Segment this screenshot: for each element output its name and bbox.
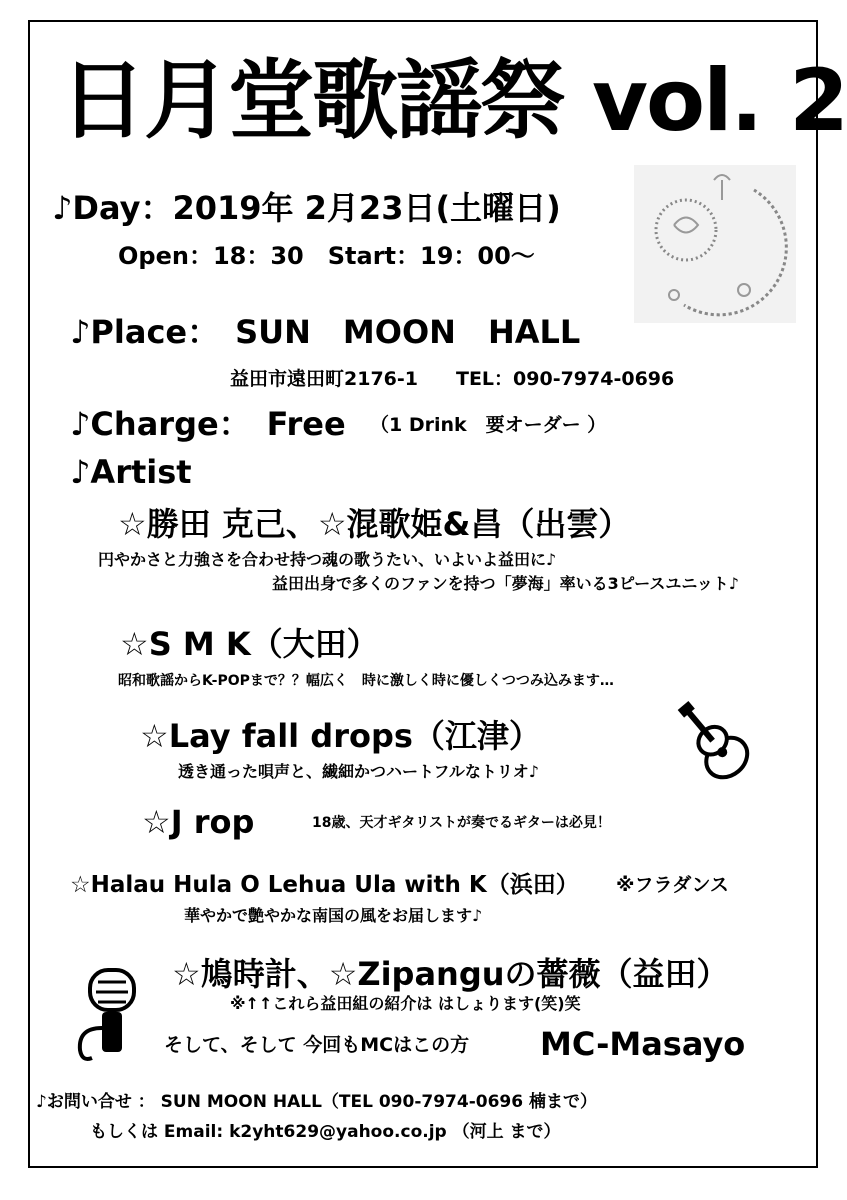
charge-label: ♪Charge： Free [70, 405, 346, 443]
poster-title: 日月堂歌謡祭 vol. 2 [60, 51, 847, 151]
artist-6-desc-1: ※↑↑これら益田組の紹介は はしょります(笑)笑 [230, 994, 581, 1013]
times-label: Open：18：30 Start：19：00〜 [118, 242, 535, 270]
guitar-icon [676, 690, 782, 790]
artist-3-desc-1: 透き通った唄声と、繊細かつハートフルなトリオ♪ [178, 762, 539, 781]
place-label: ♪Place： SUN MOON HALL [70, 313, 581, 351]
artist-1-desc-2: 益田出身で多くのファンを持つ「夢海」率いる3ピースユニット♪ [272, 574, 739, 593]
mc-intro: そして、そして 今回もMCはこの方 [164, 1034, 470, 1056]
artist-4-desc-1: 18歳、天才ギタリストが奏でるギターは必見！ [312, 815, 611, 831]
artist-2-desc-1: 昭和歌謡からK-POPまで？？幅広く 時に激しく時に優しくつつみ込みます… [118, 673, 614, 689]
place-address: 益田市遠田町2176-1 TEL：090-7974-0696 [230, 368, 675, 390]
artist-4-name: ☆J rop [142, 803, 255, 841]
artist-6-name: ☆鳩時計、☆Zipanguの薔薇（益田） [172, 955, 729, 993]
contact-line-1: ♪お問い合せ ： SUN MOON HALL（TEL 090-7974-0696 楠まで） [36, 1092, 597, 1112]
mc-name: MC-Masayo [540, 1025, 746, 1063]
sun-moon-logo [634, 165, 796, 323]
artist-5-desc-1: 華やかで艶やかな南国の風をお届します♪ [184, 906, 483, 925]
artist-heading: ♪Artist [70, 453, 192, 491]
day-label: ♪Day：2019年 2月23日(土曜日) [52, 189, 561, 227]
artist-3-name: ☆Lay fall drops（江津） [140, 717, 541, 755]
contact-line-2: もしくは Email: k2yht629@yahoo.co.jp （河上 まで） [90, 1122, 561, 1142]
artist-2-name: ☆S M K（大田） [120, 625, 379, 663]
artist-1-name: ☆勝田 克己、☆混歌姫&昌（出雲） [118, 505, 631, 543]
artist-5-tag: ※フラダンス [616, 874, 729, 896]
artist-1-desc-1: 円やかさと力強さを合わせ持つ魂の歌うたい、いよいよ益田に♪ [98, 550, 557, 569]
microphone-icon [72, 968, 152, 1064]
artist-5-name: ☆Halau Hula O Lehua Ula with K（浜田） [70, 872, 579, 898]
charge-note: （1 Drink 要オーダー ） [370, 414, 607, 436]
